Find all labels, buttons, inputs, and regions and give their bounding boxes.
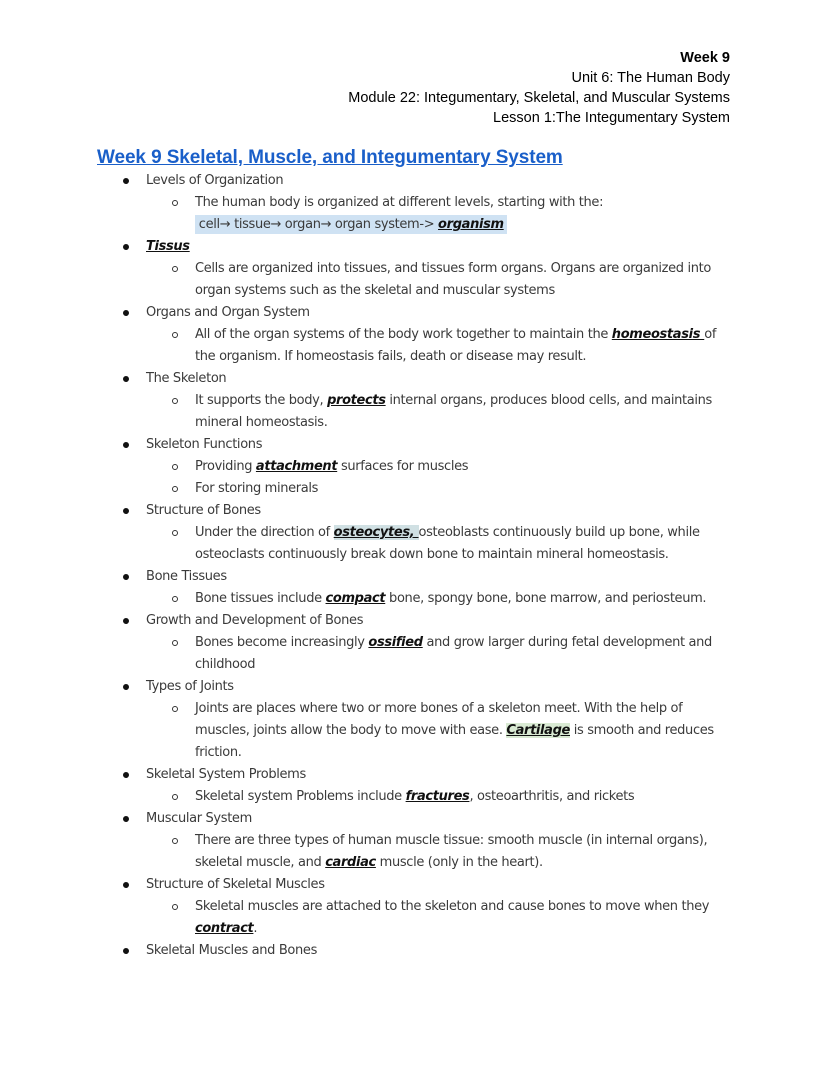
outline-item: Cells are organized into tissues, and tissues form organs. Organs are organized into organ systems such as the skeletal and muscular systems (0, 258, 828, 302)
item-text: surfaces for muscles (337, 459, 469, 474)
keyword: contract (195, 921, 254, 936)
item-text: There are three types of human muscle tissue: smooth muscle (in internal organs), skeletal muscle, and (195, 833, 708, 870)
header-week: Week 9 (680, 50, 730, 66)
outline-heading: Structure of Bones (0, 500, 828, 522)
outline (0, 170, 828, 962)
outline-item: The human body is organized at different levels, starting with the: (0, 192, 828, 214)
item-text: All of the organ systems of the body work together to maintain the (195, 327, 612, 342)
outline-item (0, 324, 828, 368)
header-unit: Unit 6: The Human Body (571, 70, 730, 86)
outline-item (0, 632, 828, 676)
document-header (348, 48, 730, 128)
outline-heading: Structure of Skeletal Muscles (0, 874, 828, 896)
outline-item (0, 896, 828, 940)
outline-heading: Skeleton Functions (0, 434, 828, 456)
keyword: protects (327, 393, 386, 408)
item-text: It supports the body, (195, 393, 328, 408)
keyword: cardiac (325, 855, 376, 870)
outline-item (0, 390, 828, 434)
item-text: osteoblasts continuously build up bone, while osteoclasts continuously break down bone to maintain mineral homeostasis. (195, 525, 700, 562)
outline-heading: Muscular System (0, 808, 828, 830)
keyword: ossified (368, 635, 423, 650)
keyword: Cartilage (506, 723, 570, 738)
outline-heading: Skeletal System Problems (0, 764, 828, 786)
keyword: attachment (255, 459, 338, 474)
outline-item (0, 830, 828, 874)
outline-item (0, 522, 828, 566)
outline-item (0, 786, 828, 808)
keyword: homeostasis (611, 327, 705, 342)
page-title: Week 9 Skeletal, Muscle, and Integumentary System (97, 147, 563, 168)
item-text: Skeletal system Problems include (195, 789, 406, 804)
outline-heading: Organs and Organ System (0, 302, 828, 324)
outline-item (0, 214, 828, 236)
item-text: Skeletal muscles are attached to the skeleton and cause bones to move when they (195, 899, 710, 914)
item-text: , osteoarthritis, and rickets (469, 789, 635, 804)
outline-item: For storing minerals (0, 478, 828, 500)
header-module: Module 22: Integumentary, Skeletal, and Muscular Systems (348, 90, 730, 106)
outline-heading: Levels of Organization (0, 170, 828, 192)
keyword: osteocytes, (333, 525, 419, 540)
outline-item (0, 698, 828, 764)
outline-heading (0, 236, 828, 258)
item-text: . (253, 921, 258, 936)
outline-heading: Growth and Development of Bones (0, 610, 828, 632)
outline-heading: The Skeleton (0, 368, 828, 390)
item-text: cell→ tissue→ organ→ organ system-> (198, 217, 439, 232)
highlighted-text (195, 215, 507, 234)
item-text: internal organs, produces blood cells, and maintains mineral homeostasis. (195, 393, 712, 430)
item-text: Under the direction of (195, 525, 334, 540)
item-text: Providing (195, 459, 256, 474)
item-text: Bone tissues include (195, 591, 326, 606)
keyword: fractures (405, 789, 470, 804)
item-text: and grow larger during fetal development and childhood (195, 635, 712, 672)
item-text: muscle (only in the heart). (375, 855, 543, 870)
item-text: Joints are places where two or more bones of a skeleton meet. With the help of muscles, joints allow the body to move with ease. (195, 701, 683, 738)
item-text: of the organism. If homeostasis fails, death or disease may result. (195, 327, 717, 364)
keyword: compact (325, 591, 386, 606)
outline-item (0, 456, 828, 478)
outline-heading: Skeletal Muscles and Bones (0, 940, 828, 962)
item-text: is smooth and reduces friction. (195, 723, 714, 760)
item-text: bone, spongy bone, bone marrow, and periosteum. (385, 591, 707, 606)
item-text: Bones become increasingly (195, 635, 369, 650)
outline-heading: Bone Tissues (0, 566, 828, 588)
header-lesson: Lesson 1:The Integumentary System (493, 110, 730, 126)
outline-heading: Types of Joints (0, 676, 828, 698)
keyword: organism (438, 217, 504, 232)
outline-item (0, 588, 828, 610)
keyword-heading: Tissus (146, 239, 190, 254)
